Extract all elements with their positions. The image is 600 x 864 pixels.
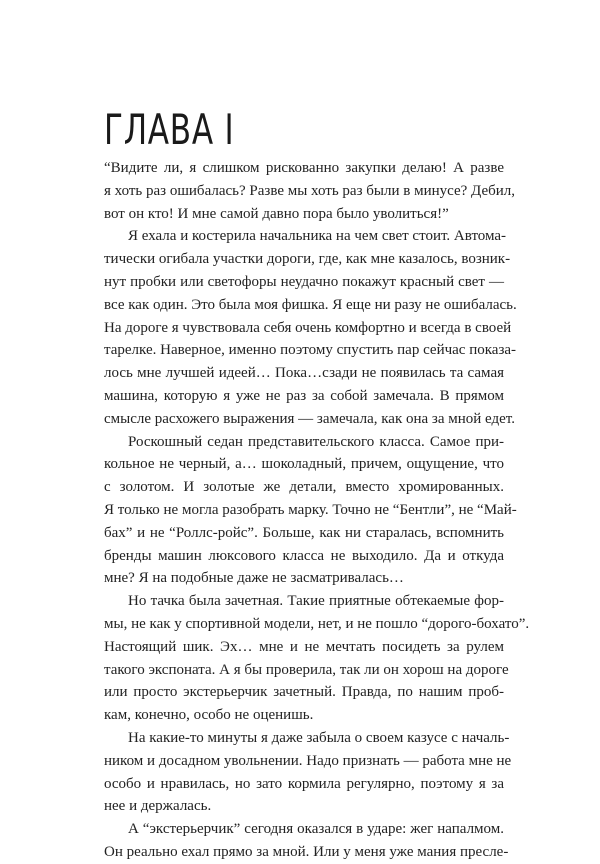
text-line: Он реально ехал прямо за мной. Или у меня уже мания пресле- bbox=[104, 843, 509, 860]
text-line: с золотом. И золотые же детали, вместо хромированных. bbox=[104, 479, 504, 496]
text-line: бренды машин люксового класса не выходило. Да и откуда bbox=[104, 547, 504, 564]
text-line: Роскошный седан представительского класса. Самое при- bbox=[128, 433, 504, 450]
text-line: мне? Я на подобные даже не засматривалась… bbox=[104, 570, 404, 587]
text-line: “Видите ли, я слишком рискованно закупки делаю! А разве bbox=[104, 160, 504, 176]
text-line: На какие-то минуты я даже забыла о своем казусе с началь- bbox=[128, 729, 510, 746]
body-text bbox=[104, 157, 530, 864]
text-line: На дороге я чувствовала себя очень комфортно и всегда в своей bbox=[104, 319, 512, 336]
text-line: бах” и не “Роллс-ройс”. Больше, как ни старалась, вспомнить bbox=[104, 524, 504, 541]
paragraph-5 bbox=[104, 727, 512, 818]
paragraph-3 bbox=[104, 431, 517, 591]
text-line: нут пробки или светофоры неудачно покажут красный свет — bbox=[104, 273, 504, 290]
text-line: машина, которую я уже не раз за собой замечала. В прямом bbox=[104, 387, 504, 404]
text-line: нее и держалась. bbox=[104, 798, 212, 815]
text-line: все как один. Это была моя фишка. Я еще ни разу не ошибалась. bbox=[104, 296, 517, 313]
text-line: тарелке. Наверное, именно поэтому спустить пар сейчас показа- bbox=[104, 342, 517, 359]
text-line: я хоть раз ошибалась? Разве мы хоть раз были в минусе? Дебил, bbox=[104, 182, 515, 199]
chapter-title: ГЛАВА I bbox=[104, 105, 235, 154]
text-line: такого экспоната. А я бы проверила, так ли он хорош на дороге bbox=[104, 661, 509, 678]
text-line: вот он кто! И мне самой давно пора было уволиться!” bbox=[104, 205, 449, 222]
text-line: Я ехала и костерила начальника на чем свет стоит. Автома- bbox=[128, 228, 507, 245]
text-line: Я только не могла разобрать марку. Точно не “Бентли”, не “Май- bbox=[104, 501, 517, 518]
text-line: мы, не как у спортивной модели, нет, и не пошло “дорого-бохато”. bbox=[104, 615, 530, 632]
text-line: ником и досадном увольнении. Надо признать — работа мне не bbox=[104, 752, 512, 769]
paragraph-4 bbox=[104, 590, 530, 727]
text-line: лось мне лучшей идеей… Пока…сзади не появилась та самая bbox=[104, 365, 504, 382]
paragraph-1 bbox=[104, 157, 515, 225]
text-line: кольное не черный, а… шоколадный, причем, ощущение, что bbox=[104, 456, 504, 473]
paragraph-6 bbox=[104, 818, 509, 864]
text-line: тически огибала участки дороги, где, как мне казалось, возник- bbox=[104, 251, 511, 268]
text-line: особо и нравилась, но зато кормила регулярно, поэтому я за bbox=[104, 775, 504, 792]
text-line: или просто экстерьерчик зачетный. Правда, по нашим проб- bbox=[104, 684, 504, 701]
text-line: Но тачка была зачетная. Такие приятные обтекаемые фор- bbox=[128, 593, 504, 610]
text-line: Настоящий шик. Эх… мне и не мечтать посидеть за рулем bbox=[104, 638, 504, 655]
text-line: кам, конечно, особо не оценишь. bbox=[104, 707, 314, 724]
paragraph-2 bbox=[104, 225, 517, 430]
text-line: смысле расхожего выражения — замечала, как она за мной едет. bbox=[104, 410, 515, 427]
text-line: А “экстерьерчик” сегодня оказался в ударе: жег напалмом. bbox=[128, 821, 504, 838]
